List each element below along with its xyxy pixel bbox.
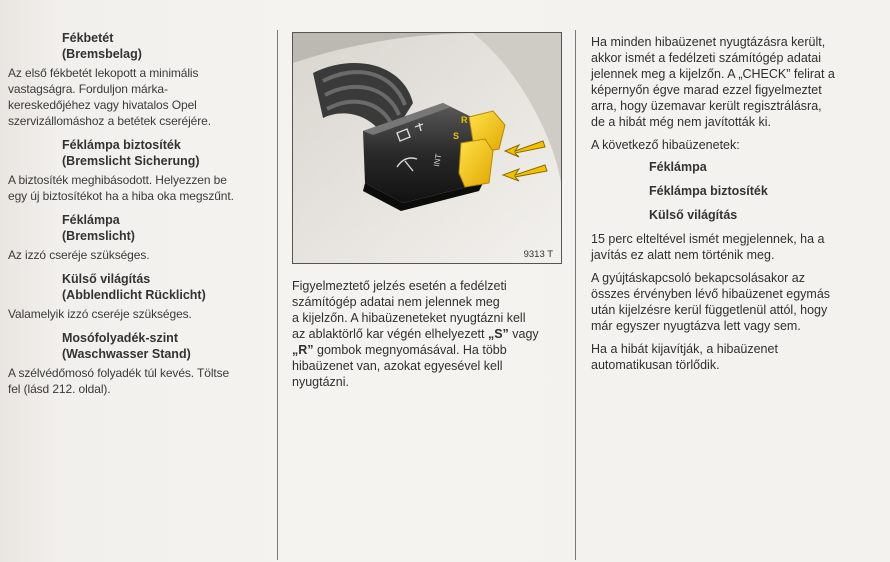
- entry-title: Külső világítás (Abblendlicht Rücklicht): [62, 272, 206, 302]
- entry-brake-light: [4, 212, 266, 263]
- s-button[interactable]: [459, 139, 493, 187]
- column-divider-left: [277, 30, 278, 560]
- entry-brake-light-fuse: [4, 137, 266, 204]
- int-label: INT: [432, 153, 444, 168]
- message-item: Külső világítás: [649, 208, 738, 222]
- paragraph-cleared: Ha a hibát kijavítják, a hibaüzenet automatikusan törlődik.: [591, 342, 778, 372]
- s-button-ref: „S”: [487, 327, 509, 341]
- entry-text: Az izzó cseréje szükséges.: [8, 248, 150, 262]
- column-divider-right: [575, 30, 576, 560]
- paragraph-following: A következő hibaüzenetek:: [591, 138, 740, 152]
- entry-text: A szélvédőmosó folyadék túl kevés. Töltse fel (lásd 212. oldal).: [8, 366, 230, 396]
- entry-title: Féklámpa biztosíték (Bremslicht Sicherung): [62, 138, 200, 168]
- column-error-messages: [4, 30, 266, 405]
- entry-brake-pad: [4, 30, 266, 129]
- message-item: Féklámpa biztosíték: [649, 184, 768, 198]
- column-notes: [591, 34, 869, 380]
- figure-code: 9313 T: [523, 249, 553, 260]
- column-acknowledge: [292, 32, 568, 390]
- s-label: S: [453, 131, 460, 141]
- entry-title: Mosófolyadék-szint (Waschwasser Stand): [62, 331, 191, 361]
- r-button-ref: „R”: [292, 343, 314, 357]
- paragraph-15min: 15 perc elteltével ismét megjelennek, ha a javítás ez alatt nem történik meg.: [591, 232, 825, 262]
- figure-caption: Figyelmeztető jelzés esetén a fedélzeti számítógép adatai nem jelennek meg a kijelzőn. A hibaüzeneteket nyugtázni kell az ablaktörlő kar végén elhelyezett „S” vagy „R” gombok megnyomásával. Ha több hibaüzenet van, azokat egyesével kell nyugtázni.: [292, 279, 539, 389]
- entry-title: Fékbetét (Bremsbelag): [62, 31, 142, 61]
- wiper-stalk-figure: [292, 32, 562, 264]
- entry-washer-fluid: [4, 330, 266, 397]
- entry-text: A biztosíték meghibásodott. Helyezzen be egy új biztosítékot ha a hiba oka megszűnt.: [8, 173, 234, 203]
- entry-text: Valamelyik izzó cseréje szükséges.: [8, 307, 192, 321]
- wiper-stalk-illustration: [293, 33, 561, 263]
- paragraph-check: Ha minden hibaüzenet nyugtázásra került, akkor ismét a fedélzeti számítógép adatai jelennek meg a kijelzőn. A „CHECK” felirat a képernyőn égve marad ezzel figyelmeztet arra, hogy üzemavar került regisztrálásra, de a hibát még nem javították ki.: [591, 35, 835, 129]
- r-label: R: [461, 115, 468, 125]
- entry-text: Az első fékbetét lekopott a minimális vastagságra. Forduljon márka- kereskedőjéhez vagy hivatalos Opel szervizállomáshoz a betétek cseréjére.: [8, 66, 211, 128]
- message-item: Féklámpa: [649, 160, 707, 174]
- paragraph-ignition: A gyújtáskapcsoló bekapcsolásakor az összes érvényben lévő hibaüzenet egymás után kijelzésre kerül függetlenül attól, hogy már egyszer nyugtázva lett vagy sem.: [591, 271, 831, 333]
- entry-exterior-lighting: [4, 271, 266, 322]
- entry-title: Féklámpa (Bremslicht): [62, 213, 135, 243]
